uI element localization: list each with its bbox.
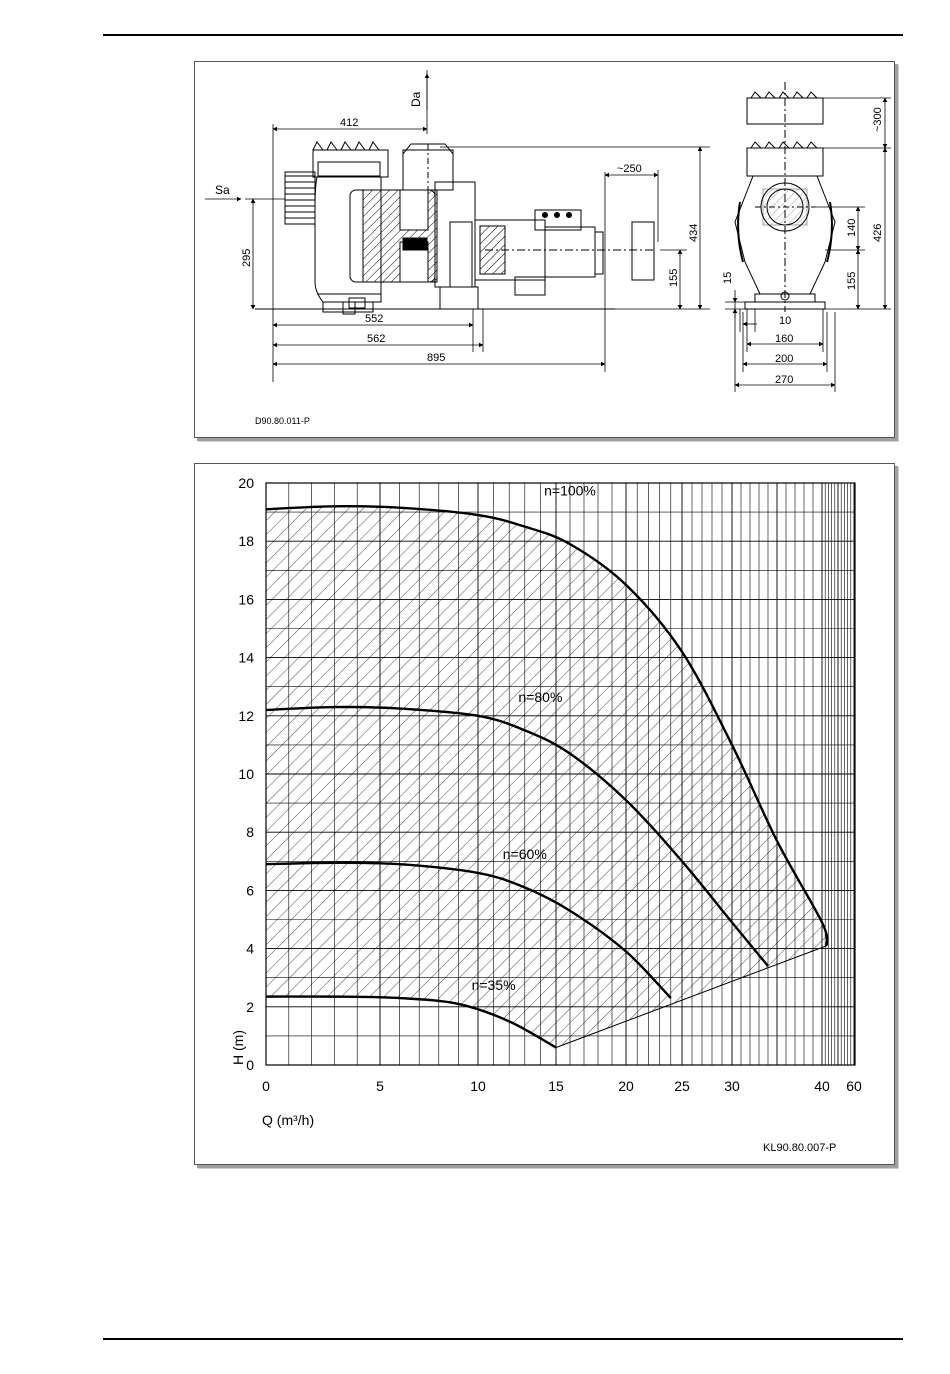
curve-label: n=60%: [502, 846, 547, 863]
dim-552: 552: [365, 313, 384, 325]
y-tick-label: 4: [246, 940, 254, 957]
dim-200: 200: [775, 353, 794, 365]
y-tick-label: 14: [238, 649, 254, 666]
y-tick-label: 20: [238, 475, 254, 491]
suction-nozzle: [285, 172, 315, 224]
dim-434: 434: [688, 223, 700, 242]
dim-895: 895: [427, 352, 446, 364]
dim-10: 10: [779, 315, 792, 327]
y-tick-label: 18: [238, 533, 254, 550]
dim-270: 270: [775, 374, 794, 386]
y-tick-label: 10: [238, 766, 254, 782]
drawing-code: D90.80.011-P: [255, 416, 310, 426]
front-view: [735, 82, 835, 312]
x-tick-label: 15: [548, 1078, 564, 1094]
dim-140: 140: [846, 218, 858, 237]
discharge-label: Da: [409, 91, 423, 107]
x-tick-label: 10: [470, 1078, 486, 1094]
dim-160: 160: [775, 333, 794, 345]
curve-label: n=80%: [518, 689, 563, 706]
footer-rule: [103, 1338, 903, 1340]
dim-295: 295: [241, 248, 253, 267]
pump-dimension-drawing: [195, 62, 894, 437]
y-tick-label: 6: [246, 882, 254, 899]
x-axis-label: Q (m³/h): [262, 1112, 315, 1128]
x-axis-ticks: [262, 1078, 862, 1094]
x-tick-label: 25: [674, 1078, 690, 1094]
dim-250: ~250: [617, 163, 642, 175]
y-tick-label: 16: [238, 591, 254, 608]
operating-area: [266, 506, 827, 1047]
performance-chart-panel: [194, 463, 895, 1165]
dim-155-front: 155: [846, 271, 858, 290]
dim-562: 562: [367, 333, 386, 345]
dim-412: 412: [340, 117, 359, 129]
header-rule: [103, 34, 903, 36]
chart-code: KL90.80.007-P: [763, 1142, 837, 1154]
y-tick-label: 8: [246, 824, 254, 841]
dim-426: 426: [872, 223, 884, 242]
x-tick-label: 60: [846, 1078, 862, 1094]
pump-body: [349, 144, 478, 309]
dim-15: 15: [722, 271, 734, 284]
suction-label: Sa: [215, 183, 230, 197]
y-tick-label: 12: [238, 707, 254, 724]
x-tick-label: 20: [618, 1078, 634, 1094]
x-tick-label: 5: [376, 1078, 384, 1094]
dim-300: ~300: [872, 107, 884, 132]
x-tick-label: 30: [724, 1078, 740, 1094]
curve-label: n=100%: [544, 482, 596, 499]
performance-chart: [195, 464, 894, 1164]
curve-label: n=35%: [471, 977, 516, 994]
motor: [475, 210, 655, 295]
dimension-drawing-panel: [194, 61, 895, 438]
y-tick-label: 2: [246, 998, 254, 1015]
dim-155-side: 155: [668, 268, 680, 287]
y-axis-label: H (m): [230, 1030, 246, 1065]
y-tick-label: 0: [246, 1057, 254, 1073]
y-axis-ticks: [238, 475, 254, 1073]
x-tick-label: 0: [262, 1078, 270, 1094]
x-tick-label: 40: [814, 1078, 830, 1094]
